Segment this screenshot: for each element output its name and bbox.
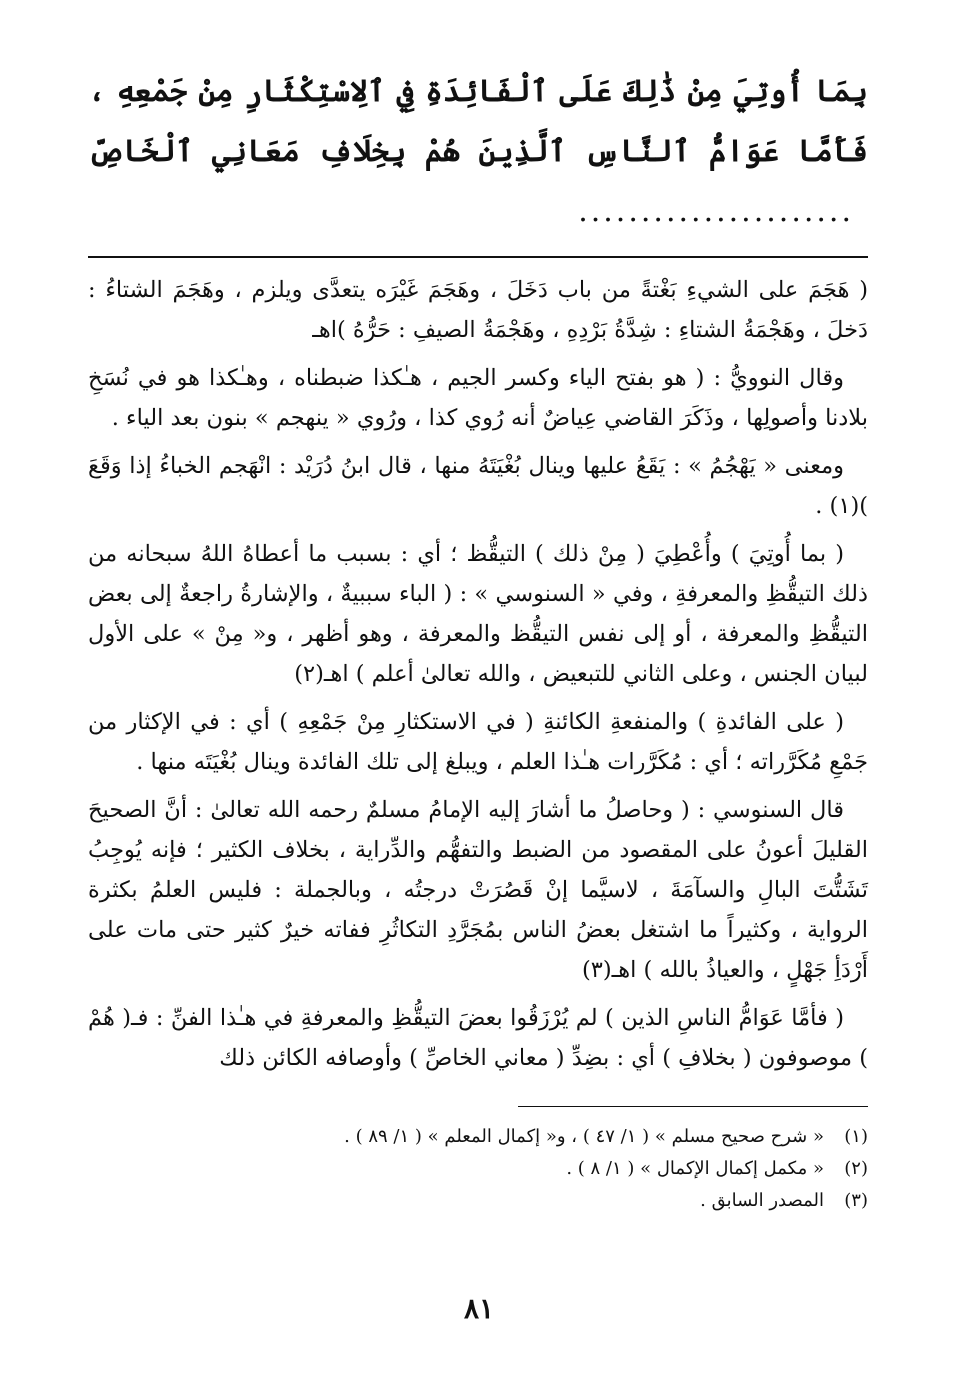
footnote-number: (٢)	[844, 1158, 868, 1179]
footnote-number: (١)	[844, 1126, 868, 1147]
footnote-text: المصدر السابق .	[700, 1190, 824, 1211]
footnote	[88, 1153, 868, 1185]
matn-separator	[88, 256, 868, 258]
footnote	[88, 1185, 868, 1217]
commentary-paragraph: وقال النوويُّ : ( هو بفتح الياء وكسر الجيم ، هـٰكذا ضبطناه ، وهـٰكذا هو في نُسَخِ بلادنا وأصولِها ، وذَكَرَ القاضي عِياضٌ أنه رُوي كذا ، ورُوي « ينهجم » بنون بعد الياء .	[88, 365, 868, 431]
commentary-paragraph: ومعنى « يَهْجُمُ » : يَقَعُ عليها وينال بُغْيَتَهُ منها ، قال ابنُ دُرَيْد : انْهَجم الخباءُ إذا وَقَعَ )(١) .	[88, 453, 868, 519]
commentary-paragraph: ( هَجَمَ على الشيءِ بَغْتةً من باب دَخَلَ ، وهَجَمَ غَيْرَه يتعدَّى ويلزم ، وهَجَمَ الشتاءُ : دَخلَ ، وهَجْمَةُ الشتاءِ : شِدَّةُ بَرْدِهِ ، وهَجْمَةُ الصيفِ : حَرُّهُ )اهـ	[88, 277, 868, 343]
matn-dots: ......................	[578, 194, 854, 229]
matn-text-body: بِمَا أُوتِيَ مِنْ ذَٰلِكَ عَلَى ٱلْفَائِدَةِ فِي ٱلِاسْتِكْثَارِ مِنْ جَمْعِهِ ، فَأَمَّا عَوَامُّ ٱلنَّاسِ ٱلَّذِينَ هُمْ بِخِلَافِ مَعَانِي ٱلْخَاصِّ	[88, 74, 868, 169]
commentary-paragraph: قال السنوسي : ( وحاصلُ ما أشارَ إليه الإمامُ مسلمٌ رحمه الله تعالىٰ : أنَّ الصحيحَ القليلَ أعونُ على المقصود من الضبط والتفهُّم والدِّراية ، بخلاف الكثير ؛ فإنه يُوجِبُ تَشَتُّتَ البالِ والسآمَةَ ، لاسيَّما إنْ قَصُرَتْ درجتُه ، وبالجملة : فليس العلمُ بكثرة الرواية ، وكثيراً ما اشتغل بعضُ الناس بمُجَرَّدِ التكاثُرِ ففاته خيرٌ كثير حتى مات على أَرْدَأِ جَهْلٍ ، والعياذُ بالله ) اهـ(٣)	[88, 797, 868, 983]
footnote-text: « شرح صحيح مسلم » ( ١/ ٤٧ ) ، و« إكمال المعلم » ( ١/ ٨٩ ) .	[344, 1126, 824, 1147]
page-number: ٨١	[463, 1292, 495, 1325]
footnotes	[88, 1121, 868, 1217]
book-page	[88, 62, 868, 1372]
footnote-number: (٣)	[844, 1190, 868, 1211]
matn-text	[88, 62, 868, 242]
footnote	[88, 1121, 868, 1153]
commentary-paragraph: ( فأمَّا عَوَامُّ الناسِ الذين ) لم يُرْزَقُوا بعضَ التيقُّظِ والمعرفةِ في هـٰذا الفنِّ : فـ( هُمْ ) موصوفون ( بخلافِ ) أي : بضِدِّ ( معاني الخاصِّ ) وأوصافه الكائن ذلك	[88, 1005, 868, 1071]
footnote-separator	[518, 1106, 868, 1107]
commentary-paragraph: ( بما أُوتِيَ ) وأُعْطِيَ ( مِنْ ذلك ) التيقُّظ ؛ أي : بسبب ما أعطاهُ اللهُ سبحانه من ذلك التيقُّظِ والمعرفةِ ، وفي « السنوسي » : ( الباء سببيةٌ ، والإشارةُ راجعةٌ إلى بعض التيقُّظِ والمعرفة ، أو إلى نفس التيقُّظ والمعرفة ، وهو أظهر ، و« مِنْ » على الأول لبيان الجنس ، وعلى الثاني للتبعيض ، والله تعالىٰ أعلم ) اهـ(٢)	[88, 541, 868, 687]
footnote-text: « مكمل إكمال الإكمال » ( ١/ ٨ ) .	[566, 1158, 824, 1179]
commentary-paragraph: ( على الفائدةِ ) والمنفعةِ الكائنةِ ( في الاستكثارِ مِنْ جَمْعِهِ ) أي : في الإكثار من جَمْعِ مُكَرَّراته ؛ أي : مُكَرَّرات هـٰذا العلم ، ويبلغ إلى تلك الفائدة وينال بُغْيَتَه منها .	[88, 709, 868, 775]
commentary	[88, 270, 868, 1078]
